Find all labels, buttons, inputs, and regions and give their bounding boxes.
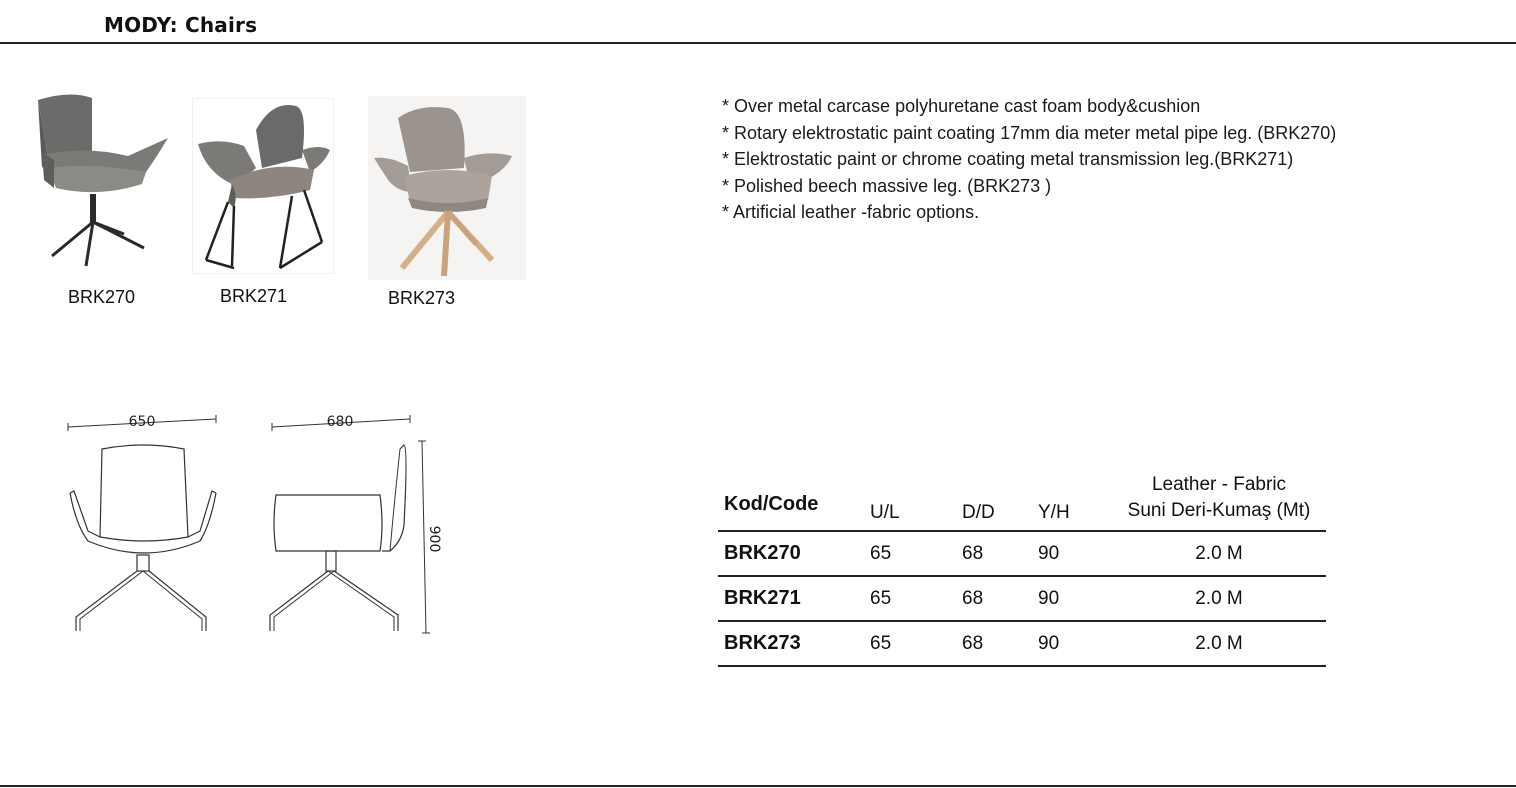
row-yh: 90 bbox=[1032, 621, 1112, 666]
feature-item: * Over metal carcase polyhuretane cast foam body&cushion bbox=[722, 93, 1336, 120]
column-header-dd: D/D bbox=[956, 462, 1032, 531]
feature-item: * Rotary elektrostatic paint coating 17mm dia meter metal pipe leg. (BRK270) bbox=[722, 120, 1336, 147]
column-header-material bbox=[1112, 462, 1326, 531]
depth-dimension: 680 bbox=[326, 414, 354, 430]
row-material: 2.0 M bbox=[1112, 576, 1326, 621]
row-yh: 90 bbox=[1032, 576, 1112, 621]
side-view-drawing bbox=[262, 405, 442, 637]
row-dd: 68 bbox=[956, 576, 1032, 621]
row-dd: 68 bbox=[956, 621, 1032, 666]
footer-divider bbox=[0, 785, 1516, 787]
row-code: BRK270 bbox=[718, 531, 864, 576]
column-header-code: Kod/Code bbox=[718, 462, 864, 531]
brand-name: MODY: bbox=[104, 13, 178, 37]
row-ul: 65 bbox=[864, 621, 956, 666]
column-header-ul: U/L bbox=[864, 462, 956, 531]
feature-list bbox=[722, 93, 1336, 226]
category-name: Chairs bbox=[184, 13, 258, 37]
row-material: 2.0 M bbox=[1112, 531, 1326, 576]
feature-item: * Artificial leather -fabric options. bbox=[722, 199, 1336, 226]
material-header-line2: Suni Deri-Kumaş (Mt) bbox=[1127, 500, 1311, 521]
product-photo-brk270 bbox=[28, 88, 174, 270]
product-photo-brk271 bbox=[192, 98, 334, 274]
feature-item: * Elektrostatic paint or chrome coating metal transmission leg.(BRK271) bbox=[722, 146, 1336, 173]
page-title bbox=[104, 13, 257, 37]
row-ul: 65 bbox=[864, 576, 956, 621]
product-label-brk270: BRK270 bbox=[68, 287, 136, 307]
table-row bbox=[718, 576, 1326, 621]
feature-item: * Polished beech massive leg. (BRK273 ) bbox=[722, 173, 1336, 200]
front-view-drawing bbox=[60, 405, 230, 637]
table-row bbox=[718, 531, 1326, 576]
row-yh: 90 bbox=[1032, 531, 1112, 576]
product-photo-brk273 bbox=[368, 96, 526, 280]
material-header-line1: Leather - Fabric bbox=[1151, 474, 1287, 495]
row-code: BRK273 bbox=[718, 621, 864, 666]
row-dd: 68 bbox=[956, 531, 1032, 576]
row-ul: 65 bbox=[864, 531, 956, 576]
product-label-brk271: BRK271 bbox=[220, 286, 288, 306]
header-divider bbox=[0, 42, 1516, 44]
width-dimension: 650 bbox=[128, 414, 156, 430]
row-code: BRK271 bbox=[718, 576, 864, 621]
height-dimension: 900 bbox=[426, 525, 442, 553]
table-row bbox=[718, 621, 1326, 666]
table-header-row bbox=[718, 462, 1326, 531]
column-header-yh: Y/H bbox=[1032, 462, 1112, 531]
product-label-brk273: BRK273 bbox=[388, 288, 456, 308]
spec-table bbox=[718, 462, 1326, 667]
row-material: 2.0 M bbox=[1112, 621, 1326, 666]
